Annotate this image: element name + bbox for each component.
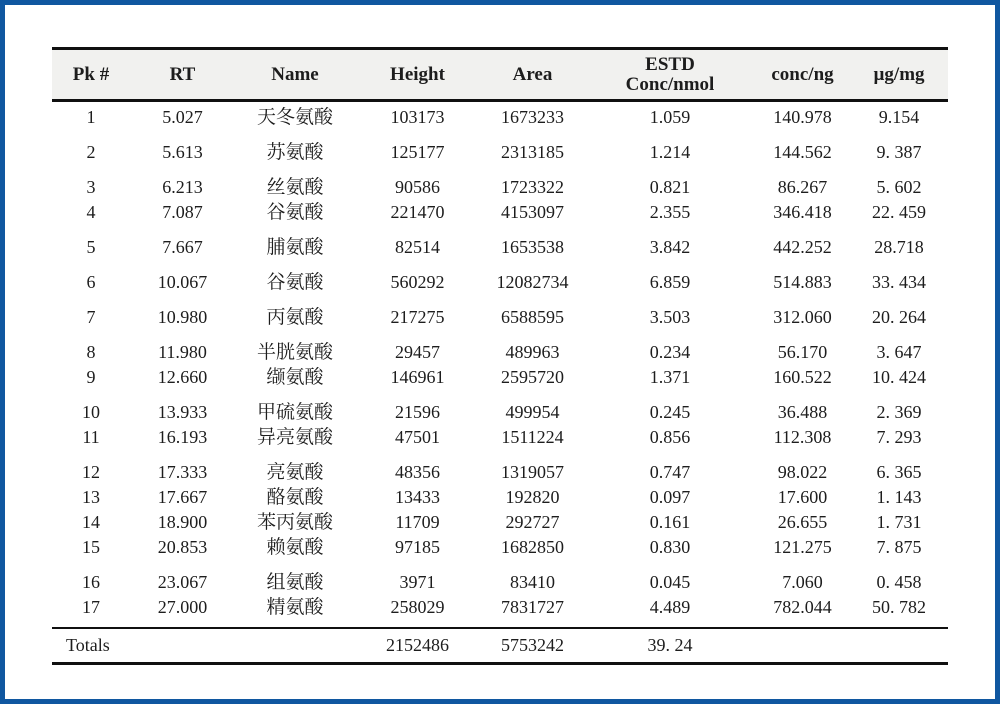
header-height: Height (355, 49, 480, 101)
cell-pk: 9 (86, 367, 96, 387)
cell-pk: 11 (82, 427, 100, 447)
cell-name: 酪氨酸 (266, 487, 324, 508)
cell-name: 半胱氨酸 (256, 342, 333, 363)
document-sheet (5, 5, 995, 665)
cell-estd: 4.489 (649, 597, 691, 617)
cell-name: 缬氨酸 (266, 367, 324, 388)
table-row (52, 560, 948, 595)
cell-area: 12082734 (496, 272, 569, 292)
cell-area: 1319057 (501, 462, 564, 482)
cell-conc: 26.655 (777, 512, 828, 532)
header-row (52, 49, 948, 101)
cell-height: 560292 (390, 272, 445, 292)
cell-area: 2595720 (501, 367, 564, 387)
cell-pk: 16 (82, 572, 100, 592)
table-row (52, 510, 948, 535)
totals-estd: 39. 24 (585, 628, 755, 664)
cell-name: 组氨酸 (266, 572, 324, 593)
cell-rt: 17.667 (157, 487, 208, 507)
cell-area: 1653538 (501, 237, 564, 257)
cell-ugmg: 9.154 (878, 107, 920, 127)
header-name: Name (235, 49, 355, 101)
cell-ugmg: 1. 731 (876, 512, 922, 532)
cell-rt: 16.193 (157, 427, 208, 447)
cell-ugmg: 7. 875 (876, 537, 922, 557)
cell-height: 90586 (395, 177, 440, 197)
cell-pk: 12 (82, 462, 100, 482)
cell-area: 1673233 (501, 107, 564, 127)
table-row (52, 365, 948, 390)
cell-name: 谷氨酸 (266, 202, 324, 223)
table-row (52, 330, 948, 365)
cell-rt: 27.000 (157, 597, 208, 617)
cell-rt: 6.213 (162, 177, 203, 197)
cell-height: 103173 (390, 107, 445, 127)
cell-conc: 17.600 (777, 487, 828, 507)
cell-estd: 1.371 (649, 367, 691, 387)
header-estd-line1: ESTD (645, 54, 695, 75)
cell-ugmg: 9. 387 (876, 142, 922, 162)
cell-estd: 1.059 (649, 107, 691, 127)
table-row (52, 101, 948, 131)
cell-ugmg: 28.718 (874, 237, 924, 257)
cell-rt: 17.333 (157, 462, 208, 482)
cell-area: 292727 (505, 512, 560, 532)
cell-conc: 442.252 (773, 237, 832, 257)
totals-empty-conc (755, 628, 850, 664)
table-row (52, 200, 948, 225)
cell-estd: 0.856 (649, 427, 691, 447)
cell-pk: 10 (82, 402, 100, 422)
cell-rt: 10.067 (157, 272, 208, 292)
cell-height: 125177 (390, 142, 445, 162)
cell-estd: 2.355 (649, 202, 691, 222)
cell-rt: 5.027 (162, 107, 203, 127)
cell-conc: 140.978 (773, 107, 832, 127)
cell-ugmg: 33. 434 (872, 272, 926, 292)
cell-conc: 86.267 (777, 177, 828, 197)
cell-estd: 6.859 (649, 272, 691, 292)
cell-area: 192820 (505, 487, 560, 507)
cell-height: 97185 (395, 537, 440, 557)
cell-estd: 0.161 (649, 512, 691, 532)
cell-name: 甲硫氨酸 (256, 402, 333, 423)
cell-pk: 13 (82, 487, 100, 507)
cell-ugmg: 50. 782 (872, 597, 926, 617)
cell-estd: 1.214 (649, 142, 691, 162)
cell-rt: 23.067 (157, 572, 208, 592)
cell-height: 11709 (395, 512, 440, 532)
cell-conc: 36.488 (777, 402, 828, 422)
cell-estd: 0.045 (649, 572, 691, 592)
cell-ugmg: 7. 293 (876, 427, 922, 447)
cell-height: 258029 (390, 597, 445, 617)
results-table (52, 47, 948, 665)
cell-height: 21596 (395, 402, 440, 422)
cell-height: 217275 (390, 307, 445, 327)
cell-ugmg: 1. 143 (876, 487, 922, 507)
cell-ugmg: 22. 459 (872, 202, 926, 222)
cell-pk: 3 (86, 177, 96, 197)
cell-area: 1723322 (501, 177, 564, 197)
cell-area: 7831727 (501, 597, 564, 617)
totals-area: 5753242 (480, 628, 585, 664)
cell-area: 4153097 (501, 202, 564, 222)
cell-height: 3971 (399, 572, 436, 592)
cell-estd: 0.234 (649, 342, 691, 362)
cell-ugmg: 0. 458 (876, 572, 922, 592)
cell-area: 83410 (510, 572, 555, 592)
cell-ugmg: 10. 424 (872, 367, 926, 387)
table-row (52, 485, 948, 510)
header-ugmg: µg/mg (850, 49, 948, 101)
cell-conc: 144.562 (773, 142, 832, 162)
cell-estd: 0.747 (649, 462, 691, 482)
totals-row (52, 628, 948, 664)
cell-pk: 17 (82, 597, 100, 617)
cell-rt: 18.900 (157, 512, 208, 532)
cell-pk: 14 (82, 512, 100, 532)
cell-pk: 8 (86, 342, 96, 362)
cell-ugmg: 3. 647 (876, 342, 922, 362)
cell-height: 146961 (390, 367, 445, 387)
cell-estd: 0.245 (649, 402, 691, 422)
cell-area: 6588595 (501, 307, 564, 327)
header-area: Area (480, 49, 585, 101)
totals-height: 2152486 (355, 628, 480, 664)
cell-ugmg: 2. 369 (876, 402, 922, 422)
cell-estd: 0.821 (649, 177, 691, 197)
cell-conc: 98.022 (777, 462, 828, 482)
cell-conc: 7.060 (782, 572, 823, 592)
table-row (52, 225, 948, 260)
table-row (52, 295, 948, 330)
cell-name: 亮氨酸 (266, 462, 324, 483)
table-row (52, 130, 948, 165)
cell-pk: 5 (86, 237, 96, 257)
cell-rt: 11.980 (158, 342, 207, 362)
cell-pk: 15 (82, 537, 100, 557)
table-row (52, 535, 948, 560)
cell-area: 1682850 (501, 537, 564, 557)
cell-height: 13433 (395, 487, 440, 507)
table-row (52, 450, 948, 485)
table-row (52, 165, 948, 200)
cell-rt: 7.087 (162, 202, 203, 222)
cell-rt: 12.660 (157, 367, 208, 387)
header-pk: Pk # (52, 49, 130, 101)
cell-rt: 10.980 (157, 307, 208, 327)
table-row (52, 260, 948, 295)
cell-name: 赖氨酸 (266, 537, 324, 558)
cell-name: 苯丙氨酸 (256, 512, 333, 533)
cell-conc: 112.308 (773, 427, 832, 447)
cell-conc: 160.522 (773, 367, 832, 387)
header-rt: RT (130, 49, 235, 101)
totals-label: Totals (52, 628, 355, 664)
cell-pk: 1 (86, 107, 96, 127)
cell-height: 47501 (395, 427, 440, 447)
cell-name: 天冬氨酸 (256, 107, 333, 128)
cell-conc: 312.060 (773, 307, 832, 327)
table-row (52, 425, 948, 450)
cell-rt: 7.667 (162, 237, 203, 257)
cell-conc: 782.044 (773, 597, 832, 617)
cell-name: 丙氨酸 (266, 307, 324, 328)
cell-pk: 6 (86, 272, 96, 292)
cell-name: 脯氨酸 (266, 237, 324, 258)
cell-name: 谷氨酸 (266, 272, 324, 293)
cell-ugmg: 6. 365 (876, 462, 922, 482)
cell-rt: 20.853 (157, 537, 208, 557)
header-conc: conc/ng (755, 49, 850, 101)
cell-pk: 2 (86, 142, 96, 162)
cell-ugmg: 5. 602 (876, 177, 922, 197)
cell-rt: 13.933 (157, 402, 208, 422)
cell-pk: 7 (86, 307, 96, 327)
table-row (52, 390, 948, 425)
header-estd (585, 49, 755, 101)
cell-estd: 3.503 (649, 307, 691, 327)
table-row (52, 595, 948, 628)
cell-conc: 346.418 (773, 202, 832, 222)
cell-name: 精氨酸 (266, 597, 324, 618)
cell-pk: 4 (86, 202, 96, 222)
cell-area: 2313185 (501, 142, 564, 162)
cell-height: 29457 (395, 342, 440, 362)
cell-conc: 121.275 (773, 537, 832, 557)
cell-area: 1511224 (501, 427, 564, 447)
cell-height: 48356 (395, 462, 440, 482)
cell-name: 苏氨酸 (266, 142, 324, 163)
header-estd-line2: Conc/nmol (625, 74, 715, 95)
cell-height: 221470 (390, 202, 445, 222)
totals-empty-ugmg (850, 628, 948, 664)
cell-name: 异亮氨酸 (256, 427, 333, 448)
cell-name: 丝氨酸 (266, 177, 324, 198)
cell-ugmg: 20. 264 (872, 307, 926, 327)
cell-estd: 0.830 (649, 537, 691, 557)
cell-estd: 0.097 (649, 487, 691, 507)
cell-conc: 514.883 (773, 272, 832, 292)
cell-height: 82514 (395, 237, 440, 257)
table-body (52, 101, 948, 629)
cell-estd: 3.842 (649, 237, 691, 257)
cell-conc: 56.170 (777, 342, 828, 362)
cell-area: 499954 (505, 402, 560, 422)
cell-area: 489963 (505, 342, 560, 362)
cell-rt: 5.613 (162, 142, 203, 162)
